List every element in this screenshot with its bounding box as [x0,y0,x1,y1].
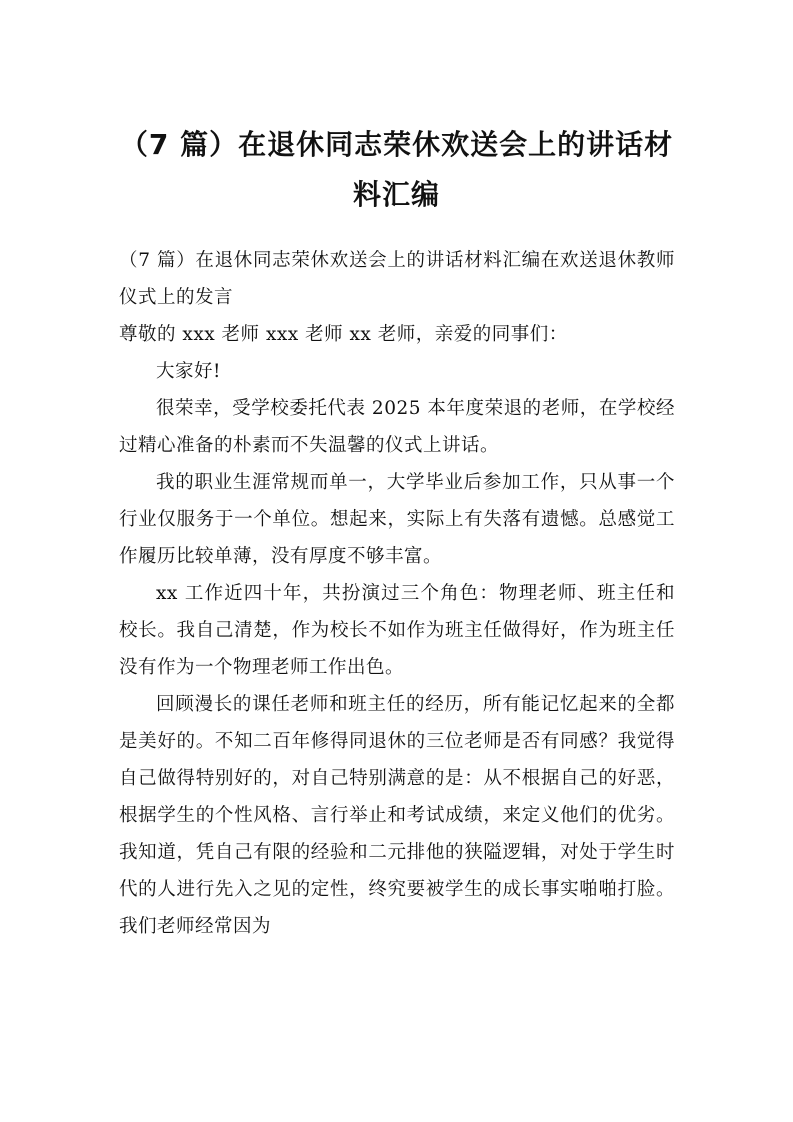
document-body [119,242,675,945]
body-paragraph: xx 工作近四十年，共扮演过三个角色：物理老师、班主任和校长。我自己清楚，作为校长不如作为班主任做得好，作为班主任没有作为一个物理老师工作出色。 [119,583,675,678]
intro-paragraph: （7 篇）在退休同志荣休欢送会上的讲话材料汇编在欢送退休教师仪式上的发言 [119,250,675,308]
document-title-line-1: （7 篇）在退休同志荣休欢送会上的讲话材 [119,128,674,161]
body-paragraph: 回顾漫长的课任老师和班主任的经历，所有能记忆起来的全都是美好的。不知二百年修得同退休的三位老师是否有同感？我觉得自己做得特别好的，对自己特别满意的是：从不根据自己的好恶，根据学生的个性风格、言行举止和考试成绩，来定义他们的优劣。我知道，凭自己有限的经验和二元排他的狭隘逻辑，对处于学生时代的人进行先入之见的定性，终究要被学生的成长事实啪啪打脸。我们老师经常因为 [119,694,675,937]
body-paragraph: 很荣幸，受学校委托代表 2025 本年度荣退的老师，在学校经过精心准备的朴素而不失温馨的仪式上讲话。 [119,398,675,456]
document-title-line-2: 料汇编 [352,178,440,211]
body-paragraph: 我的职业生涯常规而单一，大学毕业后参加工作，只从事一个行业仅服务于一个单位。想起来，实际上有失落有遗憾。总感觉工作履历比较单薄，没有厚度不够丰富。 [119,472,675,567]
salutation: 尊敬的 xxx 老师 xxx 老师 xx 老师，亲爱的同事们： [119,324,568,345]
greeting: 大家好! [156,361,221,382]
